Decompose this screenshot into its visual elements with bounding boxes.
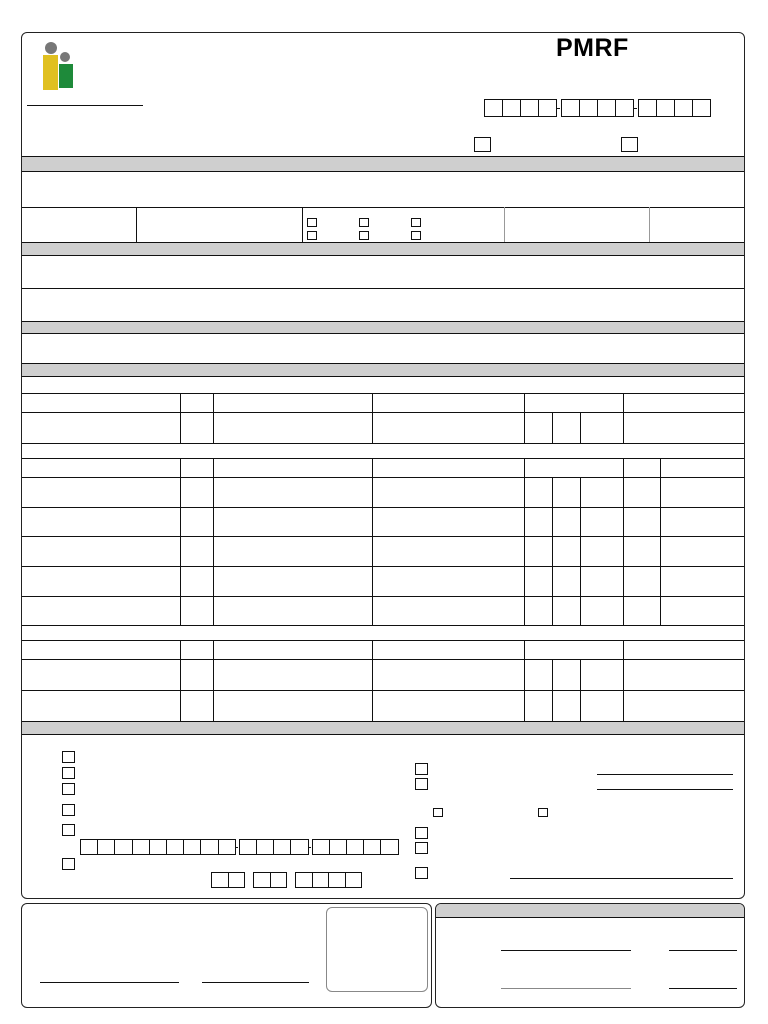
digit-box[interactable]: [114, 839, 132, 855]
row-divider: [22, 207, 744, 208]
membership-checkbox[interactable]: [415, 842, 428, 854]
col-divider: [213, 458, 214, 625]
digit-box[interactable]: [166, 839, 184, 855]
col-divider: [552, 659, 553, 721]
civil-status-checkbox[interactable]: [411, 231, 421, 240]
row-divider: [22, 625, 744, 626]
membership-checkbox[interactable]: [62, 783, 75, 795]
signature-line: [40, 982, 179, 983]
row-divider: [22, 477, 744, 478]
digit-box[interactable]: [615, 99, 634, 117]
row-divider: [22, 443, 744, 444]
col-divider: [372, 640, 373, 721]
col-divider: [213, 393, 214, 443]
sex-checkbox[interactable]: [307, 231, 317, 240]
group-dash: [634, 108, 637, 109]
digit-box[interactable]: [329, 839, 347, 855]
digit-box[interactable]: [132, 839, 150, 855]
membership-checkbox[interactable]: [62, 824, 75, 836]
row-divider: [22, 458, 744, 459]
row-divider: [22, 288, 744, 289]
digit-box[interactable]: [597, 99, 616, 117]
date-line: [202, 982, 309, 983]
digit-box[interactable]: [149, 839, 167, 855]
digit-box[interactable]: [295, 872, 313, 888]
section-band-1: [22, 156, 744, 172]
group-dash: [557, 108, 560, 109]
specify-line: [510, 878, 733, 879]
sex-checkbox[interactable]: [307, 218, 317, 227]
row-divider: [22, 412, 744, 413]
office-use-band: [436, 904, 744, 918]
section-band-4: [22, 363, 744, 377]
digit-box[interactable]: [520, 99, 539, 117]
digit-box[interactable]: [380, 839, 398, 855]
thumbmark-box: [326, 907, 428, 992]
row-divider: [22, 393, 744, 394]
row-divider: [22, 640, 744, 641]
encoded-by-line: [501, 988, 631, 989]
col-divider: [213, 640, 214, 721]
col-divider: [660, 458, 661, 625]
office-use-frame: [435, 903, 745, 1008]
civil-status-checkbox[interactable]: [411, 218, 421, 227]
col-divider: [623, 458, 624, 625]
digit-box[interactable]: [345, 872, 363, 888]
col-divider: [372, 458, 373, 625]
col-divider: [180, 393, 181, 443]
digit-box[interactable]: [183, 839, 201, 855]
membership-small-checkbox[interactable]: [433, 808, 443, 817]
col-divider: [649, 207, 650, 242]
civil-status-checkbox[interactable]: [359, 218, 369, 227]
col-divider: [552, 412, 553, 443]
membership-checkbox[interactable]: [62, 767, 75, 779]
col-divider: [180, 640, 181, 721]
digit-box[interactable]: [218, 839, 236, 855]
header-underline: [27, 105, 143, 106]
membership-checkbox[interactable]: [415, 867, 428, 879]
header-checkbox-left[interactable]: [474, 137, 491, 152]
date-line: [669, 950, 737, 951]
col-divider: [580, 477, 581, 625]
col-divider: [302, 207, 303, 242]
membership-checkbox[interactable]: [62, 858, 75, 870]
row-divider: [22, 690, 744, 691]
digit-box[interactable]: [239, 839, 257, 855]
digit-box[interactable]: [656, 99, 675, 117]
col-divider: [524, 458, 525, 625]
digit-box[interactable]: [273, 839, 291, 855]
date-line: [669, 988, 737, 989]
membership-checkbox[interactable]: [62, 804, 75, 816]
digit-box[interactable]: [312, 839, 330, 855]
digit-box[interactable]: [228, 872, 246, 888]
row-divider: [22, 536, 744, 537]
received-by-line: [501, 950, 631, 951]
col-divider: [136, 207, 137, 242]
membership-checkbox[interactable]: [415, 763, 428, 775]
digit-box[interactable]: [80, 839, 98, 855]
digit-box[interactable]: [312, 872, 330, 888]
membership-checkbox[interactable]: [415, 827, 428, 839]
col-divider: [623, 640, 624, 721]
group-dash: [236, 847, 238, 848]
digit-box[interactable]: [211, 872, 229, 888]
group-dash: [309, 847, 311, 848]
col-divider: [524, 640, 525, 721]
col-divider: [524, 393, 525, 443]
row-divider: [22, 507, 744, 508]
col-divider: [623, 393, 624, 443]
section-band-5: [22, 721, 744, 735]
col-divider: [552, 477, 553, 625]
digit-box[interactable]: [502, 99, 521, 117]
col-divider: [180, 458, 181, 625]
digit-box[interactable]: [484, 99, 503, 117]
col-divider: [372, 393, 373, 443]
col-divider: [580, 659, 581, 721]
row-divider: [22, 596, 744, 597]
digit-box[interactable]: [256, 839, 274, 855]
digit-box[interactable]: [346, 839, 364, 855]
membership-checkbox[interactable]: [415, 778, 428, 790]
section-band-3: [22, 321, 744, 334]
row-divider: [22, 659, 744, 660]
digit-box[interactable]: [692, 99, 711, 117]
digit-box[interactable]: [253, 872, 271, 888]
digit-box[interactable]: [270, 872, 288, 888]
digit-box[interactable]: [200, 839, 218, 855]
digit-box[interactable]: [363, 839, 381, 855]
income-line: [597, 774, 733, 775]
civil-status-checkbox[interactable]: [359, 231, 369, 240]
digit-box[interactable]: [538, 99, 557, 117]
digit-box[interactable]: [97, 839, 115, 855]
col-divider: [580, 412, 581, 443]
form-code-title: PMRF: [556, 34, 629, 62]
digit-box[interactable]: [328, 872, 346, 888]
digit-box[interactable]: [561, 99, 580, 117]
membership-small-checkbox[interactable]: [538, 808, 548, 817]
membership-checkbox[interactable]: [62, 751, 75, 763]
col-divider: [504, 207, 505, 242]
header-checkbox-right[interactable]: [621, 137, 638, 152]
digit-box[interactable]: [638, 99, 657, 117]
digit-box[interactable]: [674, 99, 693, 117]
digit-box[interactable]: [579, 99, 598, 117]
digit-box[interactable]: [290, 839, 308, 855]
philhealth-logo-icon: [38, 40, 78, 92]
section-band-2: [22, 242, 744, 256]
row-divider: [22, 566, 744, 567]
income-line: [597, 789, 733, 790]
